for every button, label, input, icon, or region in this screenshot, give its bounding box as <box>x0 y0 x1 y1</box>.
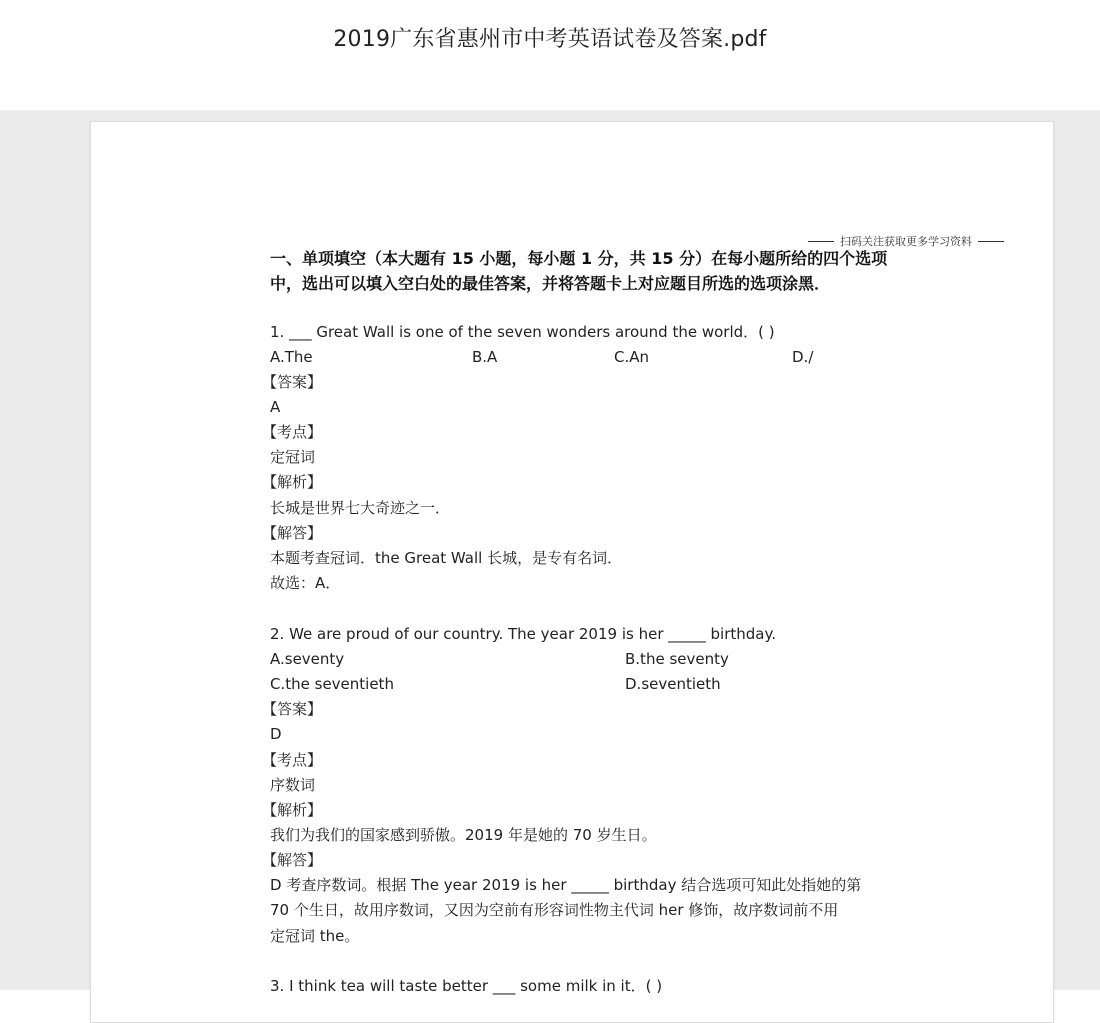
title-bar <box>0 0 1100 110</box>
document-title: 2019广东省惠州市中考英语试卷及答案.pdf <box>333 27 767 52</box>
q1-option-b: B.A <box>472 348 498 366</box>
section-heading <box>270 246 910 296</box>
q2-point: 序数词 <box>270 776 316 794</box>
q2-option-c: C.the seventieth <box>270 675 394 693</box>
q1-option-d: D./ <box>792 348 814 366</box>
q3-stem: 3. I think tea will taste better ___ some milk in it．( ) <box>270 977 663 995</box>
q1-analysis: 长城是世界七大奇迹之一． <box>270 499 451 517</box>
banner-line-left <box>808 241 834 242</box>
q1-solution-line-1: 本题考查冠词．the Great Wall 长城，是专有名词． <box>270 549 623 567</box>
q1-option-a: A.The <box>270 348 313 366</box>
banner-line-right <box>978 241 1004 242</box>
q1-answer: A <box>270 398 281 416</box>
q1-option-c: C.An <box>614 348 650 366</box>
q1-solution-label: 【解答】 <box>262 524 323 542</box>
q2-stem: 2. We are proud of our country. The year 2019 is her _____ birthday. <box>270 625 776 643</box>
q2-solution-line-2: 70 个生日，故用序数词，又因为空前有形容词性物主代词 her 修饰，故序数词前不用 <box>270 901 839 919</box>
q2-answer: D <box>270 725 282 743</box>
q1-point-label: 【考点】 <box>262 423 323 441</box>
banner-text: 扫码关注获取更多学习资料 <box>840 235 972 248</box>
section-heading-line-2: 中，选出可以填入空白处的最佳答案，并将答题卡上对应题目所选的选项涂黑． <box>270 274 831 293</box>
q2-answer-label: 【答案】 <box>262 700 323 718</box>
section-heading-line-1: 一、单项填空（本大题有 15 小题，每小题 1 分，共 15 分）在每小题所给的四个选项 <box>270 249 888 268</box>
q1-solution-line-2: 故选：A． <box>270 574 341 592</box>
q1-analysis-label: 【解析】 <box>262 473 323 491</box>
q2-point-label: 【考点】 <box>262 751 323 769</box>
q2-option-b: B.the seventy <box>625 650 729 668</box>
q2-solution-line-3: 定冠词 the。 <box>270 927 360 945</box>
q2-option-d: D.seventieth <box>625 675 721 693</box>
q2-option-a: A.seventy <box>270 650 345 668</box>
q1-stem: 1. ___ Great Wall is one of the seven wonders around the world．( ) <box>270 323 775 341</box>
q1-answer-label: 【答案】 <box>262 373 323 391</box>
q2-analysis: 我们为我们的国家感到骄傲。2019 年是她的 70 岁生日。 <box>270 826 657 844</box>
q1-point: 定冠词 <box>270 448 316 466</box>
q2-analysis-label: 【解析】 <box>262 801 323 819</box>
q2-solution-line-1: D 考查序数词。根据 The year 2019 is her _____ birthday 结合选项可知此处指她的第 <box>270 876 862 894</box>
q2-solution-label: 【解答】 <box>262 851 323 869</box>
